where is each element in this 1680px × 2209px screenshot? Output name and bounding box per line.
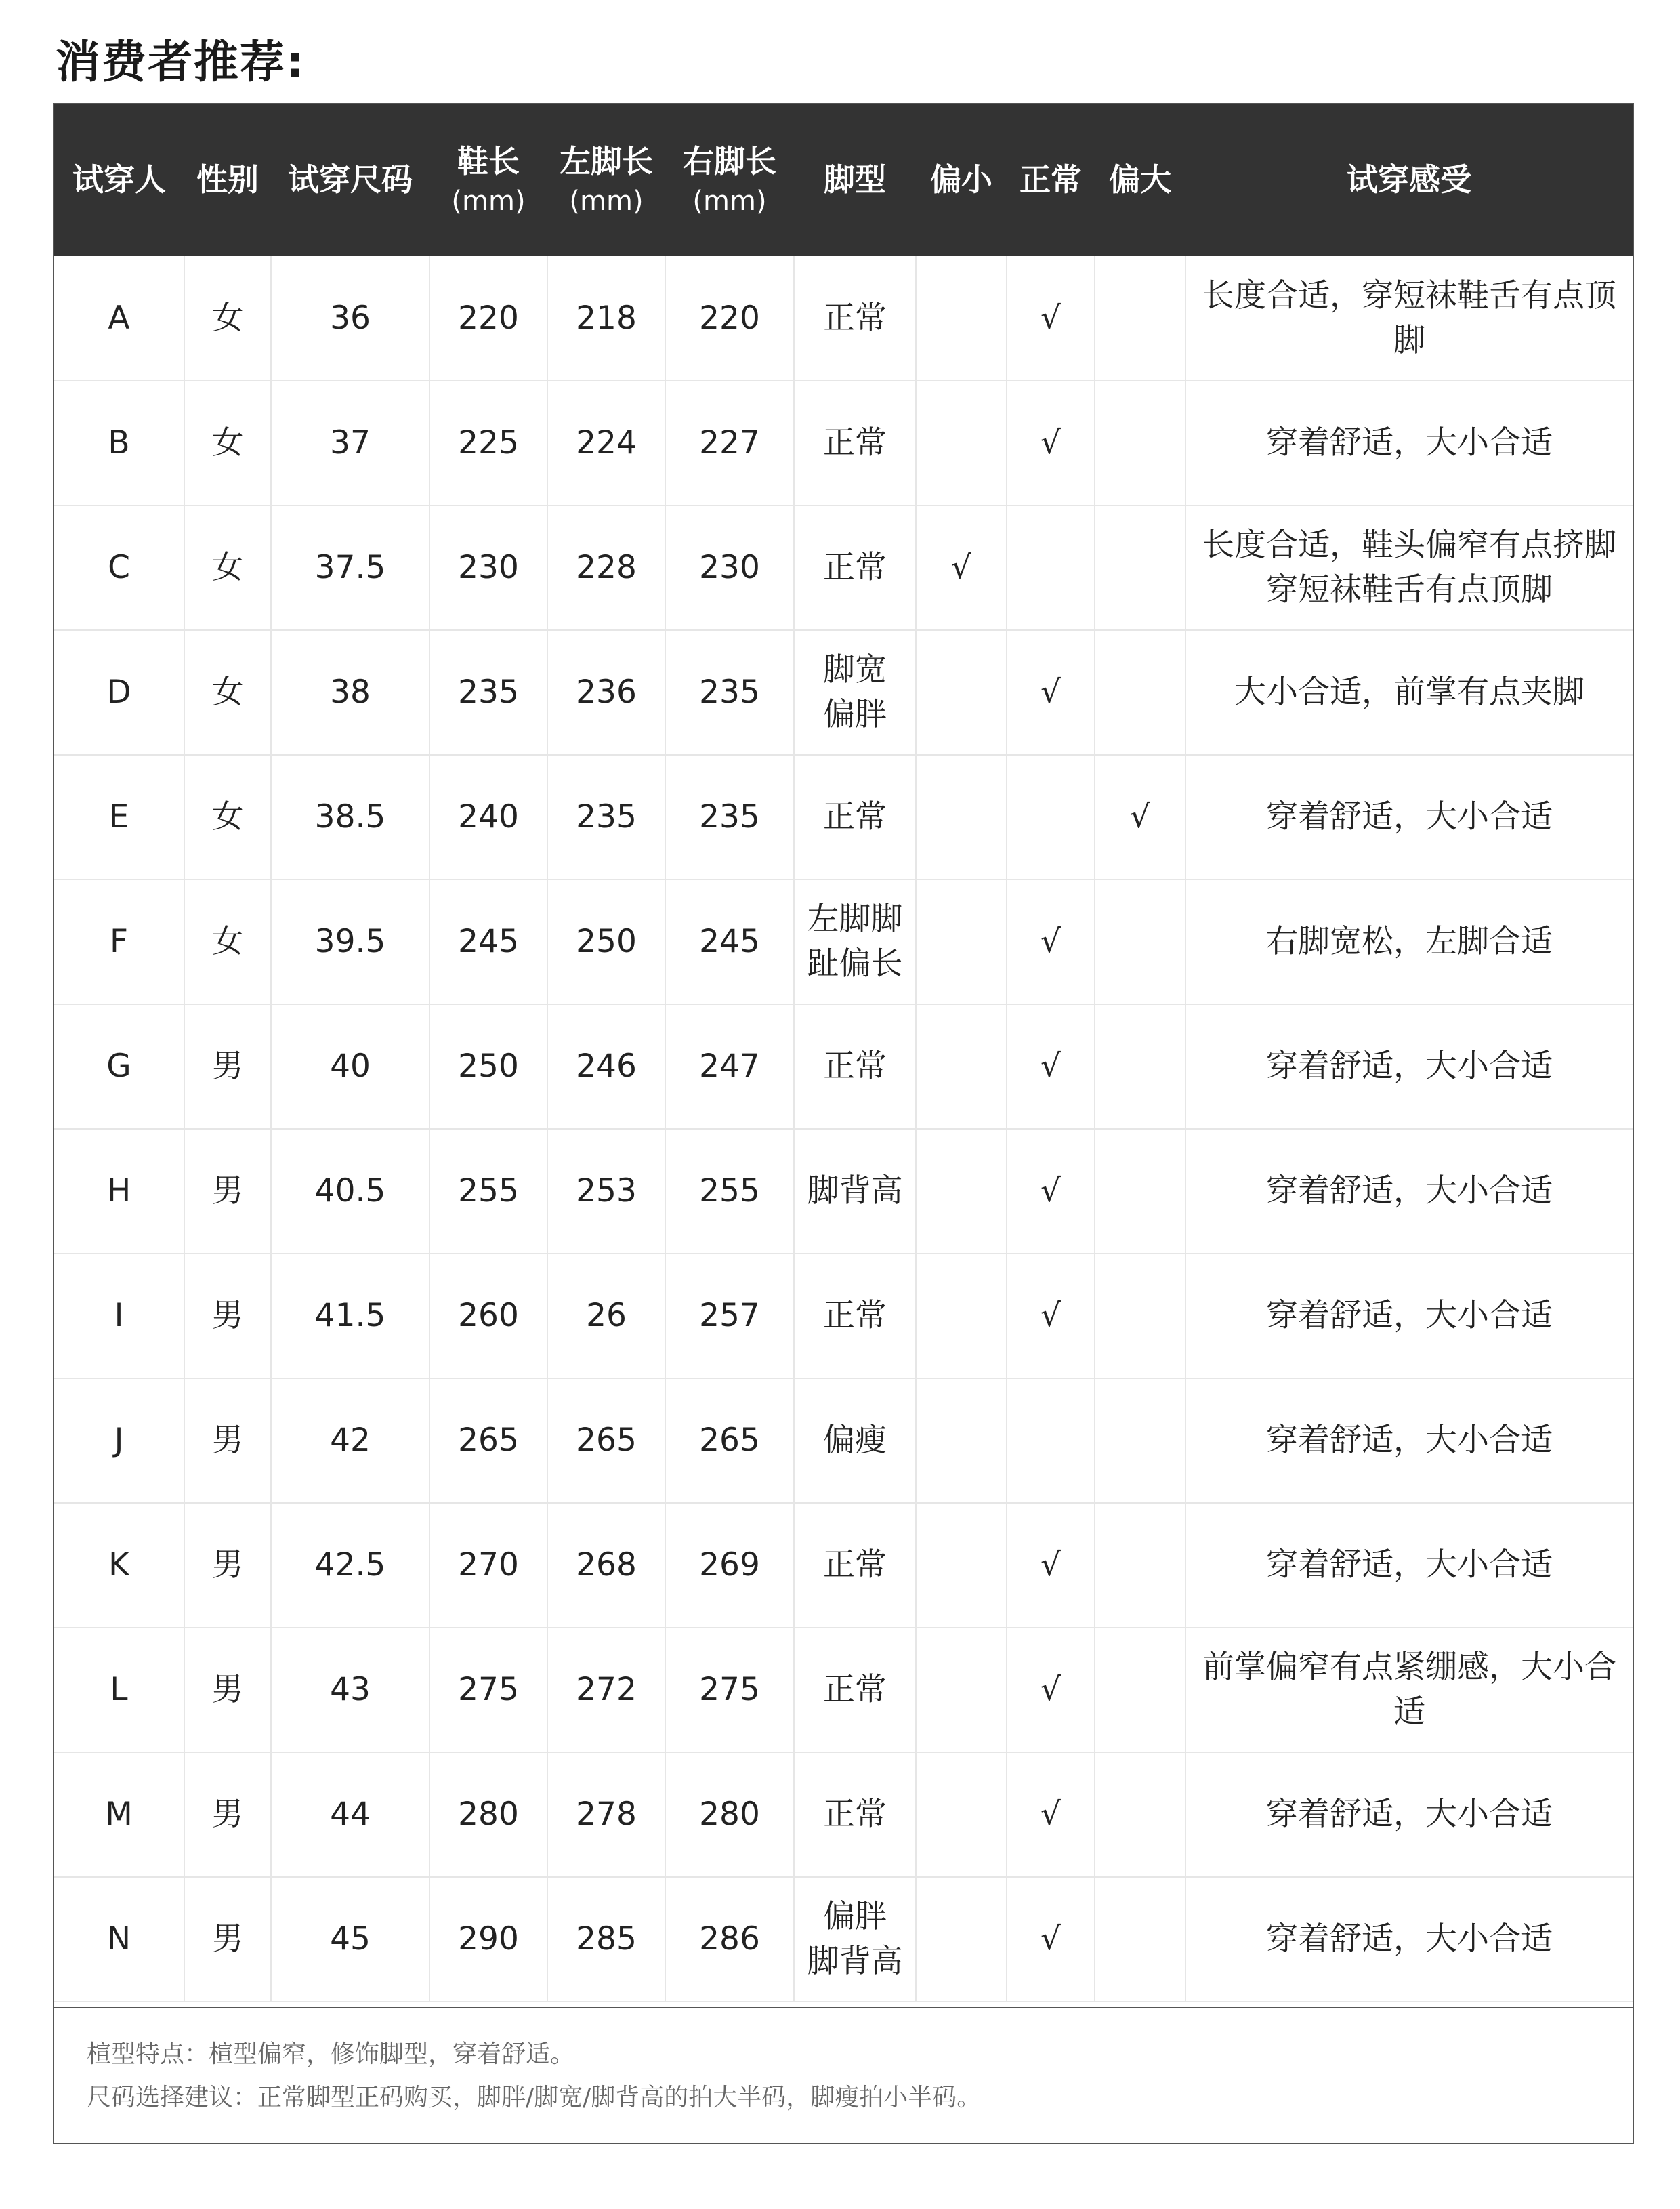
cell-shoe-length: 220 bbox=[429, 256, 547, 381]
cell-tester: K bbox=[54, 1503, 184, 1628]
cell-feel-line: 穿着舒适，大小合适 bbox=[1266, 1422, 1553, 1460]
cell-small-check bbox=[916, 381, 1007, 505]
table-row bbox=[54, 1503, 1633, 1628]
cell-small-check bbox=[916, 755, 1007, 880]
cell-shoe-length: 245 bbox=[429, 880, 547, 1004]
cell-foot-type-line: 偏胖 bbox=[823, 696, 887, 733]
notes bbox=[54, 2007, 1633, 2143]
cell-large-check bbox=[1095, 1129, 1185, 1254]
cell-tester: I bbox=[54, 1254, 184, 1378]
cell-left-foot: 268 bbox=[547, 1503, 665, 1628]
table-row bbox=[54, 256, 1633, 381]
cell-large-check bbox=[1095, 1378, 1185, 1503]
cell-foot-type bbox=[794, 1752, 916, 1877]
cell-feel-line: 前掌偏窄有点紧绷感，大小合适 bbox=[1202, 1649, 1616, 1731]
cell-right-foot: 255 bbox=[665, 1129, 794, 1254]
table-row bbox=[54, 880, 1633, 1004]
cell-size: 45 bbox=[271, 1877, 429, 2002]
cell-left-foot: 253 bbox=[547, 1129, 665, 1254]
cell-feel bbox=[1185, 1752, 1633, 1877]
cell-foot-type bbox=[794, 1503, 916, 1628]
cell-right-foot: 227 bbox=[665, 381, 794, 505]
cell-small-check bbox=[916, 1129, 1007, 1254]
cell-normal-check: √ bbox=[1007, 1129, 1095, 1254]
cell-gender: 男 bbox=[184, 1004, 271, 1129]
cell-normal-check: √ bbox=[1007, 880, 1095, 1004]
table-row bbox=[54, 1004, 1633, 1129]
cell-tester: M bbox=[54, 1752, 184, 1877]
cell-small-check bbox=[916, 880, 1007, 1004]
cell-foot-type-line: 正常 bbox=[823, 1546, 887, 1584]
cell-feel bbox=[1185, 1004, 1633, 1129]
cell-tester: J bbox=[54, 1378, 184, 1503]
header-large: 偏大 bbox=[1109, 161, 1171, 199]
header-unit: (mm) bbox=[692, 185, 767, 217]
cell-left-foot: 285 bbox=[547, 1877, 665, 2002]
cell-feel bbox=[1185, 880, 1633, 1004]
cell-foot-type bbox=[794, 1254, 916, 1378]
cell-feel-line: 大小合适，前掌有点夹脚 bbox=[1234, 674, 1584, 711]
cell-right-foot: 265 bbox=[665, 1378, 794, 1503]
cell-foot-type bbox=[794, 630, 916, 755]
cell-foot-type-line: 脚宽 bbox=[823, 651, 887, 689]
table-row bbox=[54, 381, 1633, 505]
cell-normal-check: √ bbox=[1007, 1004, 1095, 1129]
table-body bbox=[54, 256, 1633, 2002]
header-tester: 试穿人 bbox=[72, 161, 166, 199]
cell-foot-type bbox=[794, 1004, 916, 1129]
cell-gender: 男 bbox=[184, 1378, 271, 1503]
cell-right-foot: 235 bbox=[665, 630, 794, 755]
cell-shoe-length: 235 bbox=[429, 630, 547, 755]
cell-foot-type-line: 偏瘦 bbox=[823, 1422, 887, 1460]
cell-large-check bbox=[1095, 505, 1185, 630]
cell-size: 40.5 bbox=[271, 1129, 429, 1254]
table-row bbox=[54, 1628, 1633, 1752]
header-foot-type: 脚型 bbox=[824, 161, 886, 199]
cell-foot-type-line: 正常 bbox=[823, 1796, 887, 1834]
cell-small-check bbox=[916, 1752, 1007, 1877]
table-row bbox=[54, 1752, 1633, 1877]
cell-large-check bbox=[1095, 1503, 1185, 1628]
cell-shoe-length: 225 bbox=[429, 381, 547, 505]
cell-feel bbox=[1185, 1129, 1633, 1254]
cell-left-foot: 26 bbox=[547, 1254, 665, 1378]
cell-gender: 男 bbox=[184, 1254, 271, 1378]
cell-left-foot: 228 bbox=[547, 505, 665, 630]
note-last-shape: 楦型特点：楦型偏窄，修饰脚型，穿着舒适。 bbox=[87, 2040, 575, 2068]
table-row bbox=[54, 1877, 1633, 2002]
cell-foot-type-line: 偏胖 bbox=[823, 1898, 887, 1936]
cell-foot-type bbox=[794, 1628, 916, 1752]
cell-size: 38 bbox=[271, 630, 429, 755]
cell-normal-check: √ bbox=[1007, 1752, 1095, 1877]
cell-large-check bbox=[1095, 880, 1185, 1004]
cell-feel-line: 穿着舒适，大小合适 bbox=[1266, 424, 1553, 462]
cell-feel bbox=[1185, 1628, 1633, 1752]
table-header-row bbox=[54, 104, 1633, 256]
cell-gender: 男 bbox=[184, 1877, 271, 2002]
header-unit: (mm) bbox=[569, 185, 644, 217]
cell-small-check bbox=[916, 256, 1007, 381]
cell-feel-line: 穿着舒适，大小合适 bbox=[1266, 1546, 1553, 1584]
cell-shoe-length: 230 bbox=[429, 505, 547, 630]
cell-foot-type-line: 正常 bbox=[823, 1671, 887, 1709]
cell-foot-type bbox=[794, 1129, 916, 1254]
cell-gender: 女 bbox=[184, 381, 271, 505]
cell-gender: 男 bbox=[184, 1503, 271, 1628]
cell-left-foot: 235 bbox=[547, 755, 665, 880]
table-row bbox=[54, 1129, 1633, 1254]
cell-left-foot: 246 bbox=[547, 1004, 665, 1129]
cell-small-check: √ bbox=[916, 505, 1007, 630]
cell-right-foot: 220 bbox=[665, 256, 794, 381]
header-left-foot: 左脚长 (mm) bbox=[547, 104, 665, 256]
table-row bbox=[54, 1254, 1633, 1378]
cell-shoe-length: 270 bbox=[429, 1503, 547, 1628]
cell-right-foot: 257 bbox=[665, 1254, 794, 1378]
cell-foot-type-line: 正常 bbox=[823, 798, 887, 836]
cell-left-foot: 236 bbox=[547, 630, 665, 755]
cell-feel-line: 穿着舒适，大小合适 bbox=[1266, 1297, 1553, 1335]
table-row bbox=[54, 755, 1633, 880]
cell-shoe-length: 255 bbox=[429, 1129, 547, 1254]
cell-tester: B bbox=[54, 381, 184, 505]
cell-gender: 女 bbox=[184, 880, 271, 1004]
cell-right-foot: 247 bbox=[665, 1004, 794, 1129]
cell-tester: N bbox=[54, 1877, 184, 2002]
cell-feel bbox=[1185, 630, 1633, 755]
table-row bbox=[54, 630, 1633, 755]
cell-right-foot: 269 bbox=[665, 1503, 794, 1628]
cell-size: 38.5 bbox=[271, 755, 429, 880]
header-trial-size: 试穿尺码 bbox=[288, 161, 413, 199]
cell-large-check bbox=[1095, 381, 1185, 505]
cell-feel-line: 穿短袜鞋舌有点顶脚 bbox=[1266, 571, 1553, 608]
cell-foot-type bbox=[794, 880, 916, 1004]
cell-shoe-length: 240 bbox=[429, 755, 547, 880]
cell-foot-type bbox=[794, 1378, 916, 1503]
cell-tester: E bbox=[54, 755, 184, 880]
cell-feel-line: 穿着舒适，大小合适 bbox=[1266, 1920, 1553, 1958]
cell-foot-type bbox=[794, 256, 916, 381]
cell-shoe-length: 275 bbox=[429, 1628, 547, 1752]
cell-right-foot: 280 bbox=[665, 1752, 794, 1877]
cell-tester: G bbox=[54, 1004, 184, 1129]
cell-small-check bbox=[916, 630, 1007, 755]
cell-foot-type-line: 正常 bbox=[823, 424, 887, 462]
cell-foot-type-line: 正常 bbox=[823, 299, 887, 337]
cell-large-check bbox=[1095, 1004, 1185, 1129]
header-gender: 性别 bbox=[196, 161, 259, 199]
cell-gender: 女 bbox=[184, 630, 271, 755]
cell-tester: A bbox=[54, 256, 184, 381]
cell-tester: C bbox=[54, 505, 184, 630]
cell-shoe-length: 290 bbox=[429, 1877, 547, 2002]
cell-size: 43 bbox=[271, 1628, 429, 1752]
cell-feel-line: 长度合适，穿短袜鞋舌有点顶脚 bbox=[1202, 276, 1616, 359]
cell-foot-type-line: 趾偏长 bbox=[807, 945, 903, 983]
cell-large-check bbox=[1095, 1877, 1185, 2002]
cell-size: 42.5 bbox=[271, 1503, 429, 1628]
cell-tester: D bbox=[54, 630, 184, 755]
cell-right-foot: 245 bbox=[665, 880, 794, 1004]
cell-normal-check: √ bbox=[1007, 256, 1095, 381]
cell-foot-type-line: 左脚脚 bbox=[807, 901, 903, 938]
cell-gender: 男 bbox=[184, 1752, 271, 1877]
cell-foot-type-line: 正常 bbox=[823, 1297, 887, 1335]
cell-foot-type bbox=[794, 505, 916, 630]
cell-size: 36 bbox=[271, 256, 429, 381]
cell-feel bbox=[1185, 1503, 1633, 1628]
cell-large-check bbox=[1095, 1752, 1185, 1877]
header-small: 偏小 bbox=[930, 161, 992, 199]
cell-shoe-length: 250 bbox=[429, 1004, 547, 1129]
cell-feel bbox=[1185, 1378, 1633, 1503]
cell-feel bbox=[1185, 256, 1633, 381]
cell-tester: H bbox=[54, 1129, 184, 1254]
cell-foot-type bbox=[794, 381, 916, 505]
cell-foot-type-line: 脚背高 bbox=[807, 1172, 903, 1210]
cell-tester: L bbox=[54, 1628, 184, 1752]
cell-large-check bbox=[1095, 630, 1185, 755]
cell-feel bbox=[1185, 505, 1633, 630]
cell-size: 39.5 bbox=[271, 880, 429, 1004]
header-shoe-length: 鞋长 (mm) bbox=[429, 104, 547, 256]
cell-normal-check bbox=[1007, 1378, 1095, 1503]
cell-normal-check: √ bbox=[1007, 1254, 1095, 1378]
cell-size: 44 bbox=[271, 1752, 429, 1877]
cell-foot-type bbox=[794, 1877, 916, 2002]
cell-foot-type bbox=[794, 755, 916, 880]
cell-left-foot: 272 bbox=[547, 1628, 665, 1752]
note-size-advice: 尺码选择建议：正常脚型正码购买，脚胖/脚宽/脚背高的拍大半码，脚瘦拍小半码。 bbox=[87, 2084, 982, 2111]
cell-small-check bbox=[916, 1628, 1007, 1752]
cell-shoe-length: 265 bbox=[429, 1378, 547, 1503]
cell-left-foot: 250 bbox=[547, 880, 665, 1004]
cell-feel bbox=[1185, 755, 1633, 880]
cell-feel-line: 右脚宽松，左脚合适 bbox=[1266, 923, 1553, 961]
cell-gender: 女 bbox=[184, 256, 271, 381]
header-normal: 正常 bbox=[1020, 161, 1082, 199]
cell-large-check: √ bbox=[1095, 755, 1185, 880]
cell-feel-line: 穿着舒适，大小合适 bbox=[1266, 1172, 1553, 1210]
cell-feel-line: 穿着舒适，大小合适 bbox=[1266, 1048, 1553, 1086]
cell-large-check bbox=[1095, 256, 1185, 381]
cell-large-check bbox=[1095, 1628, 1185, 1752]
page-title: 消费者推荐: bbox=[56, 36, 306, 88]
cell-gender: 女 bbox=[184, 755, 271, 880]
cell-small-check bbox=[916, 1378, 1007, 1503]
cell-gender: 女 bbox=[184, 505, 271, 630]
cell-right-foot: 230 bbox=[665, 505, 794, 630]
table-row bbox=[54, 1378, 1633, 1503]
cell-size: 42 bbox=[271, 1378, 429, 1503]
cell-right-foot: 275 bbox=[665, 1628, 794, 1752]
cell-left-foot: 218 bbox=[547, 256, 665, 381]
cell-feel-line: 穿着舒适，大小合适 bbox=[1266, 1796, 1553, 1834]
cell-normal-check bbox=[1007, 505, 1095, 630]
header-feel: 试穿感受 bbox=[1347, 161, 1471, 199]
cell-feel-line: 穿着舒适，大小合适 bbox=[1266, 798, 1553, 836]
cell-normal-check: √ bbox=[1007, 381, 1095, 505]
cell-shoe-length: 280 bbox=[429, 1752, 547, 1877]
cell-small-check bbox=[916, 1877, 1007, 2002]
cell-foot-type-line: 脚背高 bbox=[807, 1943, 903, 1980]
cell-small-check bbox=[916, 1254, 1007, 1378]
cell-large-check bbox=[1095, 1254, 1185, 1378]
cell-left-foot: 265 bbox=[547, 1378, 665, 1503]
cell-normal-check: √ bbox=[1007, 630, 1095, 755]
cell-feel-line: 长度合适，鞋头偏窄有点挤脚 bbox=[1202, 527, 1616, 564]
cell-size: 40 bbox=[271, 1004, 429, 1129]
cell-size: 37 bbox=[271, 381, 429, 505]
fit-table bbox=[54, 104, 1633, 2002]
cell-normal-check: √ bbox=[1007, 1877, 1095, 2002]
cell-small-check bbox=[916, 1503, 1007, 1628]
cell-normal-check bbox=[1007, 755, 1095, 880]
cell-gender: 男 bbox=[184, 1129, 271, 1254]
cell-small-check bbox=[916, 1004, 1007, 1129]
cell-feel bbox=[1185, 1877, 1633, 2002]
cell-foot-type-line: 正常 bbox=[823, 1048, 887, 1086]
cell-normal-check: √ bbox=[1007, 1628, 1095, 1752]
size-recommendation-sheet bbox=[53, 103, 1634, 2144]
cell-right-foot: 286 bbox=[665, 1877, 794, 2002]
header-unit: (mm) bbox=[451, 185, 526, 217]
cell-left-foot: 224 bbox=[547, 381, 665, 505]
header-right-foot: 右脚长 (mm) bbox=[665, 104, 794, 256]
cell-shoe-length: 260 bbox=[429, 1254, 547, 1378]
cell-gender: 男 bbox=[184, 1628, 271, 1752]
cell-size: 41.5 bbox=[271, 1254, 429, 1378]
cell-size: 37.5 bbox=[271, 505, 429, 630]
cell-feel bbox=[1185, 1254, 1633, 1378]
cell-normal-check: √ bbox=[1007, 1503, 1095, 1628]
cell-tester: F bbox=[54, 880, 184, 1004]
cell-foot-type-line: 正常 bbox=[823, 549, 887, 587]
cell-left-foot: 278 bbox=[547, 1752, 665, 1877]
table-row bbox=[54, 505, 1633, 630]
cell-right-foot: 235 bbox=[665, 755, 794, 880]
cell-feel bbox=[1185, 381, 1633, 505]
